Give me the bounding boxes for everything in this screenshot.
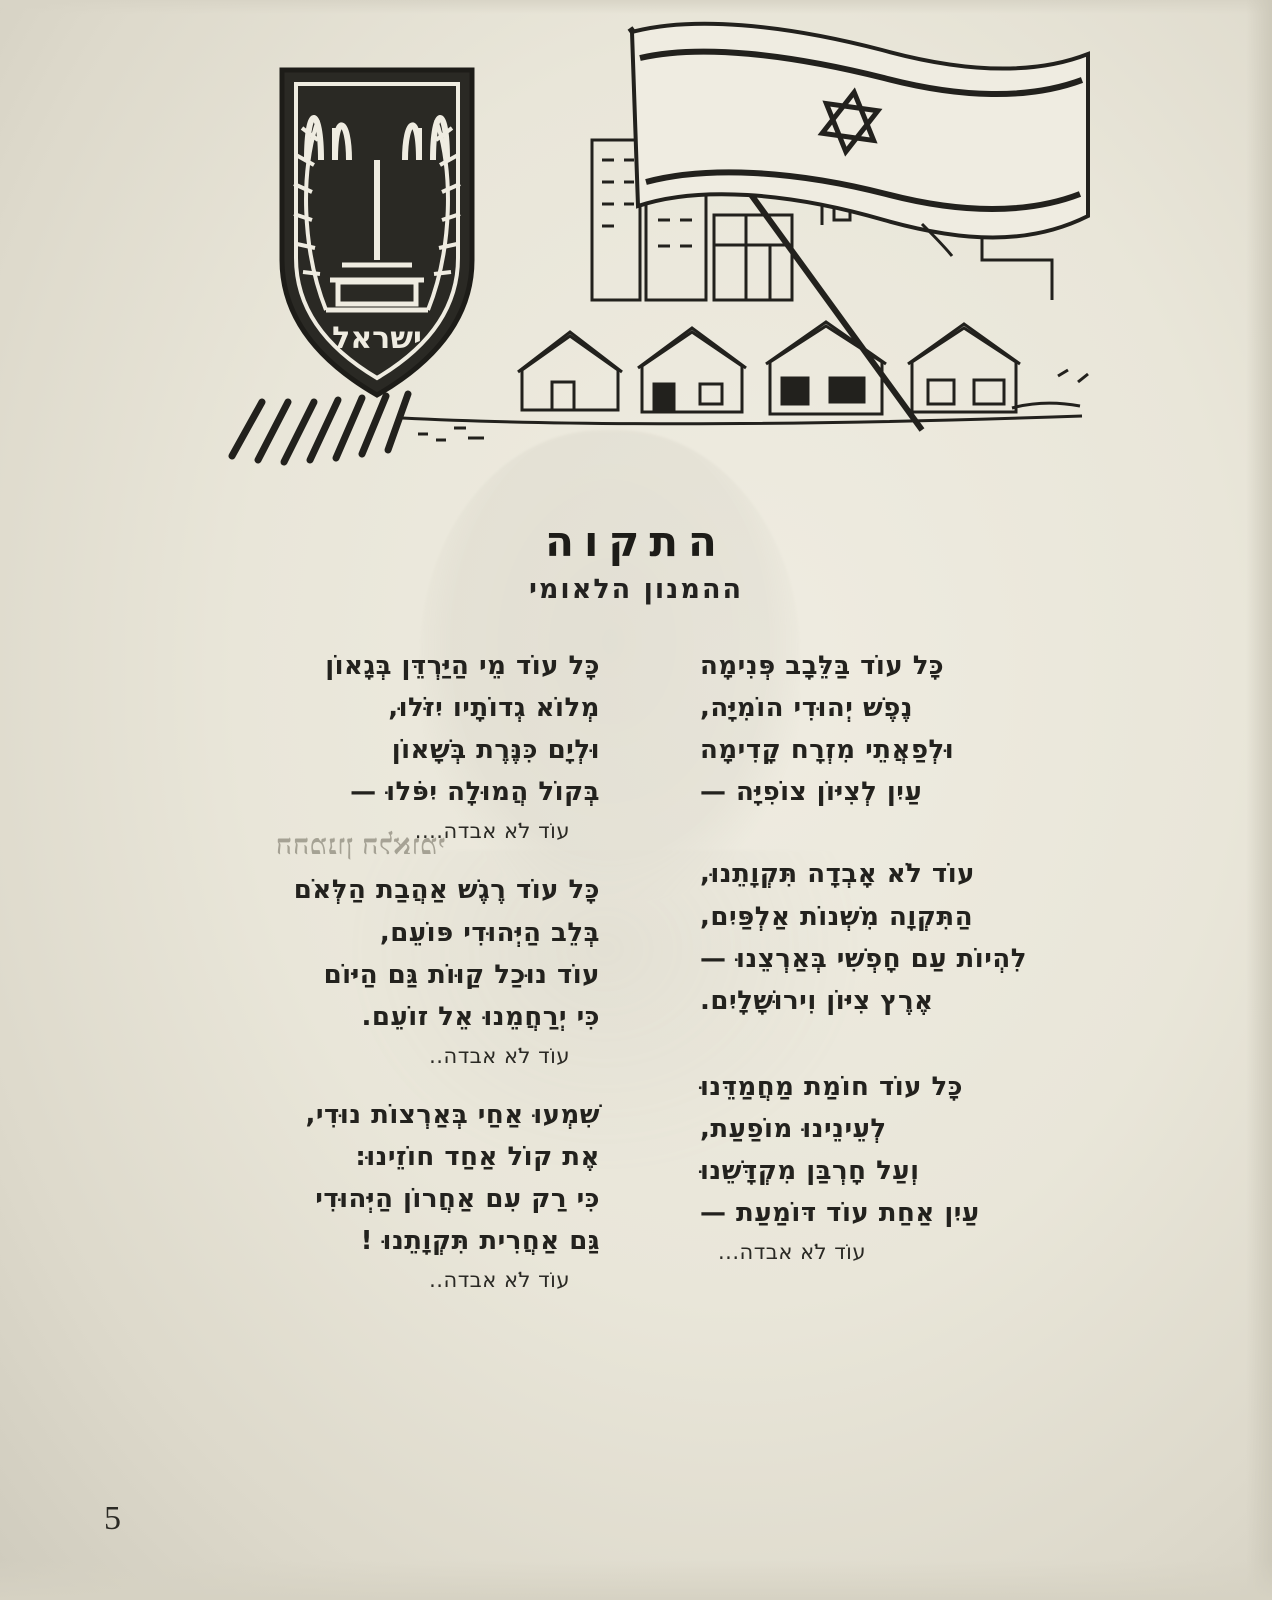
page-edge-right	[1246, 0, 1272, 1600]
lyrics-column-right	[700, 645, 1200, 1290]
lyric-line: וּלְיָם כִּנֶּרֶת בְּשָׁאוֹן	[391, 735, 600, 766]
lyrics-column-left	[80, 645, 600, 1318]
lyric-line: לִהְיוֹת עַם חָפְשִׁי בְּאַרְצֵנוּ —	[700, 943, 1027, 974]
lyric-line: כִּי רַק עִם אַחֲרוֹן הַיְּהוּדִי	[315, 1184, 600, 1215]
lyric-line: כָּל עוֹד בַּלֵּבָב פְּנִימָה	[700, 651, 945, 681]
refrain-line: עוֹד לֹא אבדה..	[429, 1043, 570, 1068]
lyric-line: הַתִּקְוָה מִשְׁנוֹת אַלְפַּיִם,	[700, 901, 974, 932]
lyric-line: כָּל עוֹד רֶגֶשׁ אַהֲבַת הַלְּאֹם	[293, 875, 600, 906]
svg-text:ישראל: ישראל	[332, 321, 422, 356]
lyric-line: כִּי יְרַחֲמֵנוּ אֵל זוֹעֵם.	[361, 1001, 600, 1032]
stanza	[80, 869, 600, 1067]
lyric-line: אֶרֶץ צִיּוֹן וִירוּשָׁלָיִם.	[700, 985, 934, 1016]
village-houses	[402, 322, 1082, 424]
lyric-line: אֶת קוֹל אַחַד חוֹזֵינוּ:	[355, 1141, 600, 1172]
page-number: 5	[104, 1500, 121, 1537]
lyric-line: גַּם אַחֲרִית תִּקְוָתֵנוּ !	[360, 1226, 600, 1257]
plowed-field	[232, 394, 408, 462]
page-title: התקוה	[545, 517, 727, 566]
israeli-flag	[630, 24, 1088, 430]
lyric-line: מְלוֹא גְדוֹתָיו יִזֹּלוּ,	[388, 693, 600, 724]
lyric-line: נֶפֶשׁ יְהוּדִי הוֹמִיָּה,	[700, 693, 914, 724]
lyric-line: שִׁמְעוּ אַחַי בְּאַרְצוֹת נוּדִי,	[305, 1099, 600, 1130]
stanza	[80, 645, 600, 843]
stanza	[700, 853, 1200, 1021]
lyrics-columns	[80, 645, 1200, 1455]
header-illustration	[222, 10, 1112, 480]
state-emblem-menorah	[282, 70, 472, 395]
page-edge-bottom	[0, 1560, 1272, 1600]
page-subtitle: ההמנון הלאומי	[528, 574, 744, 606]
lyric-line: כָּל עוֹד מֵי הַיַּרְדֵּן בְּגָאוֹן	[325, 651, 600, 681]
refrain-line: עוֹד לֹא אבדה..	[429, 1268, 570, 1293]
lyric-line: עוֹד נוּכַל קַוּוֹת גַּם הַיּוֹם	[323, 959, 600, 990]
lyric-line: עַיִן לְצִיּוֹן צוֹפִיָּה —	[700, 777, 923, 808]
stanza	[700, 645, 1200, 813]
lyric-line: וְעַל חָרְבַּן מִקְדָּשֵׁנוּ	[700, 1156, 920, 1187]
lyric-line: וּלְפַאֲתֵי מִזְרָח קָדִימָה	[700, 735, 955, 766]
refrain-line: עוֹד לֹא אבדה....	[414, 819, 570, 844]
title-block	[0, 517, 1272, 606]
lyric-line: כָּל עוֹד חוֹמַת מַחֲמַדֵּנוּ	[700, 1071, 963, 1102]
lyric-line: עוֹד לֹא אָבְדָה תִּקְוָתֵנוּ,	[700, 859, 975, 890]
refrain-line: עוֹד לֹא אבדה...	[718, 1240, 867, 1265]
lyric-line: בְּלֵב הַיְּהוּדִי פּוֹעֵם,	[379, 917, 600, 948]
lyric-line: לְעֵינֵינוּ מוֹפַעַת,	[700, 1113, 887, 1144]
stanza	[700, 1066, 1200, 1264]
lyric-line: בְּקוֹל הֲמוּלָה יִפֹּלוּ —	[350, 777, 600, 808]
lyric-line: עַיִן אַחַת עוֹד דּוֹמַעַת —	[700, 1198, 980, 1229]
stanza	[80, 1094, 600, 1292]
ghost-bleed-text: ההמנון הלאומי	[274, 830, 446, 861]
